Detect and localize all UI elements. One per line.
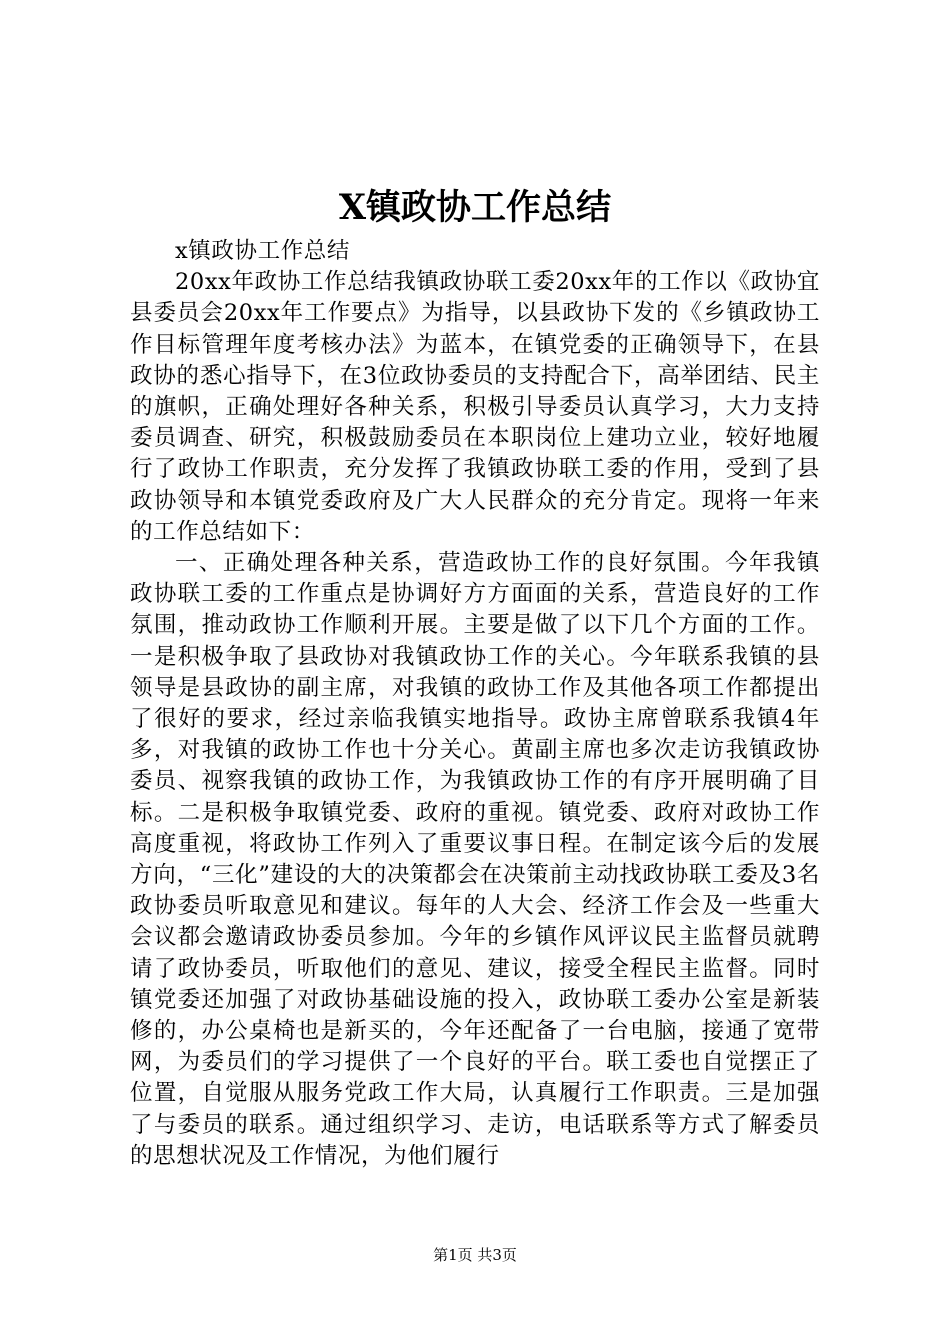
page-footer: 第1页 共3页	[433, 1246, 517, 1264]
document-body	[130, 236, 820, 1172]
document-title: X镇政协工作总结	[338, 187, 612, 228]
section-one-paragraph: 一、正确处理各种关系，营造政协工作的良好氛围。今年我镇政协联工委的工作重点是协调好方方面面的关系，营造良好的工作氛围，推动政协工作顺利开展。主要是做了以下几个方面的工作。一是积极争取了县政协对我镇政协工作的关心。今年联系我镇的县领导是县政协的副主席，对我镇的政协工作及其他各项工作都提出了很好的要求，经过亲临我镇实地指导。政协主席曾联系我镇4年多，对我镇的政协工作也十分关心。黄副主席也多次走访我镇政协委员、视察我镇的政协工作，为我镇政协工作的有序开展明确了目标。二是积极争取镇党委、政府的重视。镇党委、政府对政协工作高度重视，将政协工作列入了重要议事日程。在制定该今后的发展方向，“三化”建设的大的决策都会在决策前主动找政协联工委及3名政协委员听取意见和建议。每年的人大会、经济工作会及一些重大会议都会邀请政协委员参加。今年的乡镇作风评议民主监督员就聘请了政协委员，听取他们的意见、建议，接受全程民主监督。同时镇党委还加强了对政协基础设施的投入，政协联工委办公室是新装修的，办公桌椅也是新买的，今年还配备了一台电脑，接通了宽带网，为委员们的学习提供了一个良好的平台。联工委也自觉摆正了位置，自觉服从服务党政工作大局，认真履行工作职责。三是加强了与委员的联系。通过组织学习、走访，电话联系等方式了解委员的思想状况及工作情况，为他们履行	[130, 550, 820, 1169]
subtitle-paragraph: x镇政协工作总结	[175, 238, 350, 264]
intro-paragraph: 20xx年政协工作总结我镇政协联工委20xx年的工作以《政协宜县委员会20xx年工作要点》为指导，以县政协下发的《乡镇政协工作目标管理年度考核办法》为蓝本，在镇党委的正确领导下，在县政协的悉心指导下，在3位政协委员的支持配合下，高举团结、民主的旗帜，正确处理好各种关系，积极引导委员认真学习，大力支持委员调查、研究，积极鼓励委员在本职岗位上建功立业，较好地履行了政协工作职责，充分发挥了我镇政协联工委的作用，受到了县政协领导和本镇党委政府及广大人民群众的充分肯定。现将一年来的工作总结如下：	[130, 269, 820, 545]
